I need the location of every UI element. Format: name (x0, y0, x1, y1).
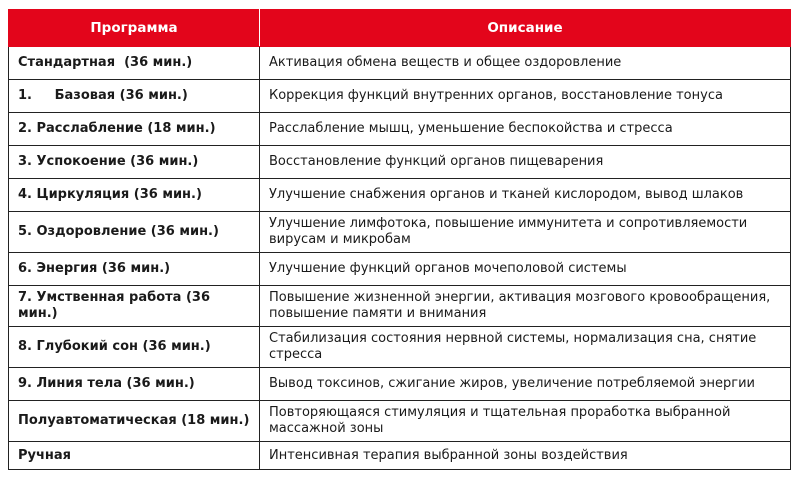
table-row (9, 286, 791, 327)
table-row (9, 179, 791, 212)
program-name: Полуавтоматическая (18 мин.) (9, 401, 260, 442)
table-header-row (9, 10, 791, 47)
program-name: Стандартная (36 мин.) (9, 47, 260, 80)
program-description: Активация обмена веществ и общее оздоровление (260, 47, 791, 80)
program-description: Восстановление функций органов пищеварения (260, 146, 791, 179)
program-description: Улучшение лимфотока, повышение иммунитета и сопротивляемости вирусам и микробам (260, 212, 791, 253)
program-description: Улучшение снабжения органов и тканей кислородом, вывод шлаков (260, 179, 791, 212)
table-row (9, 212, 791, 253)
program-name: 8. Глубокий сон (36 мин.) (9, 327, 260, 368)
program-name: 9. Линия тела (36 мин.) (9, 368, 260, 401)
program-name: 5. Оздоровление (36 мин.) (9, 212, 260, 253)
program-name: 6. Энергия (36 мин.) (9, 253, 260, 286)
program-name: Ручная (9, 442, 260, 470)
table-row (9, 442, 791, 470)
program-name: 3. Успокоение (36 мин.) (9, 146, 260, 179)
program-description: Расслабление мышц, уменьшение беспокойства и стресса (260, 113, 791, 146)
program-name: 1. Базовая (36 мин.) (9, 80, 260, 113)
program-description: Повторяющаяся стимуляция и тщательная проработка выбранной массажной зоны (260, 401, 791, 442)
programs-table (8, 9, 791, 470)
column-header-description: Описание (260, 10, 791, 47)
program-description: Стабилизация состояния нервной системы, нормализация сна, снятие стресса (260, 327, 791, 368)
program-description: Интенсивная терапия выбранной зоны воздействия (260, 442, 791, 470)
program-name: 2. Расслабление (18 мин.) (9, 113, 260, 146)
program-name: 4. Циркуляция (36 мин.) (9, 179, 260, 212)
table-row (9, 146, 791, 179)
table-row (9, 253, 791, 286)
table-row (9, 401, 791, 442)
program-description: Улучшение функций органов мочеполовой системы (260, 253, 791, 286)
program-description: Повышение жизненной энергии, активация мозгового кровообращения, повышение памяти и внимания (260, 286, 791, 327)
column-header-program: Программа (9, 10, 260, 47)
program-description: Коррекция функций внутренних органов, восстановление тонуса (260, 80, 791, 113)
table-row (9, 80, 791, 113)
program-description: Вывод токсинов, сжигание жиров, увеличение потребляемой энергии (260, 368, 791, 401)
table-row (9, 327, 791, 368)
table-row (9, 47, 791, 80)
table-row (9, 368, 791, 401)
table-row (9, 113, 791, 146)
program-name: 7. Умственная работа (36 мин.) (9, 286, 260, 327)
